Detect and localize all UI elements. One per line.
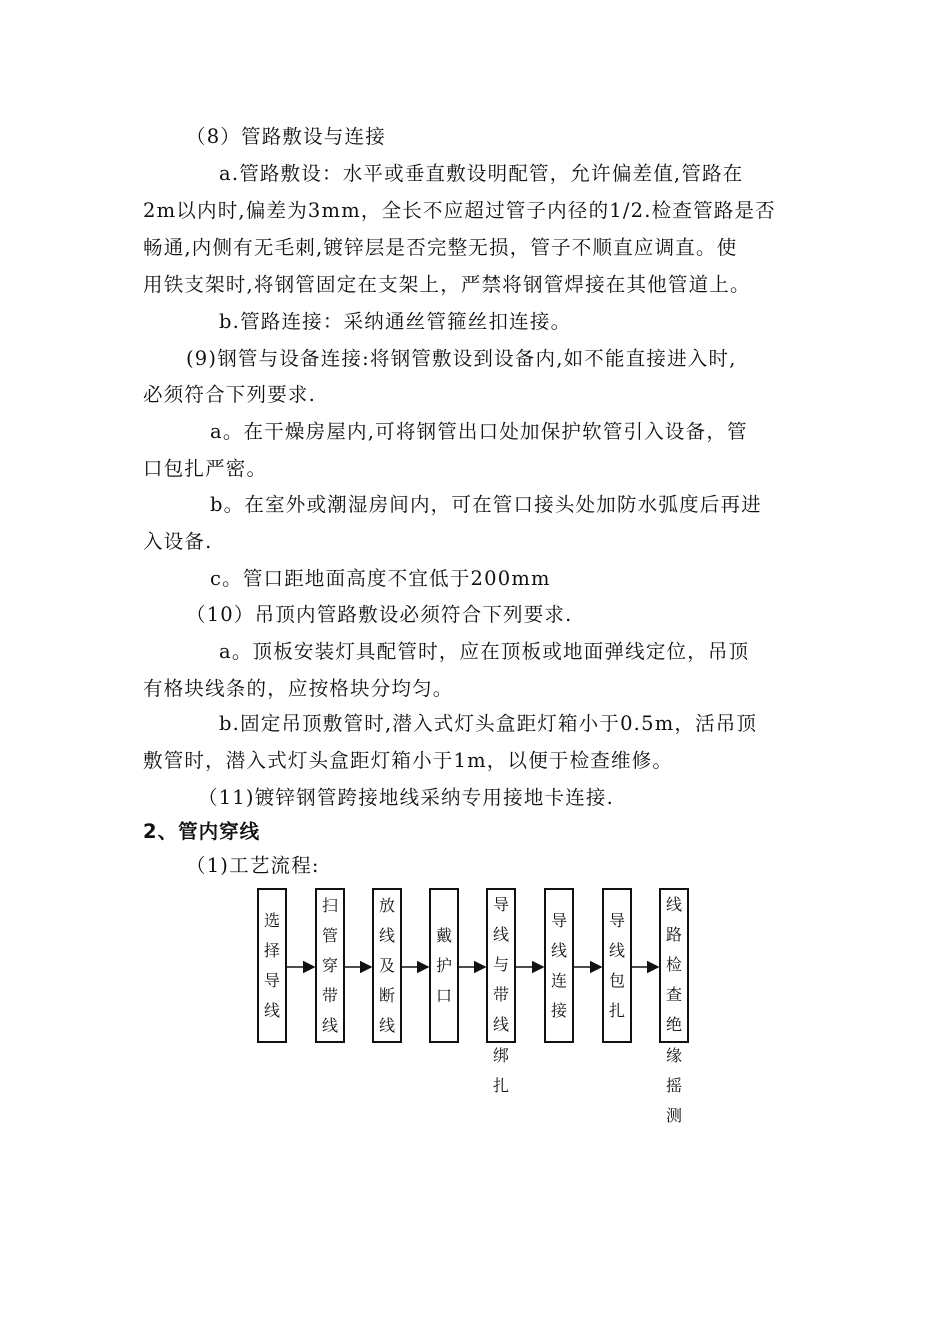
flow-step-char: 线 (492, 925, 509, 944)
flow-step-char: 选 (263, 910, 280, 930)
flow-step-char: 检 (665, 955, 682, 974)
paragraph-line-p9a: (9)钢管与设备连接:将钢管敷设到设备内,如不能直接进入时, (186, 347, 737, 370)
flow-step-char: 线 (378, 1015, 395, 1035)
flow-step-char: 扎 (608, 1000, 625, 1020)
flow-step-char: 绑 (492, 1046, 509, 1065)
paragraph-line-p9b2: 入设备. (143, 530, 213, 553)
flow-step-char: 与 (492, 955, 509, 974)
paragraph-line-p9b1: b。在室外或潮湿房间内，可在管口接头处加防水弧度后再进 (210, 493, 762, 516)
flow-step-char: 包 (608, 970, 625, 990)
paragraph-line-p10b2: 敷管时，潜入式灯头盒距灯箱小于1m，以便于检查维修。 (143, 749, 674, 772)
paragraph-line-p9a1: a。在干燥房屋内,可将钢管出口处加保护软管引入设备，管 (210, 420, 748, 443)
flow-step-char: 扎 (492, 1076, 509, 1095)
flow-step-box-3 (372, 888, 402, 1043)
flow-step-char: 线 (321, 1015, 338, 1035)
paragraph-line-p8a3: 畅通,内侧有无毛刺,镀锌层是否完整无损，管子不顺直应调直。使 (143, 236, 738, 259)
section-heading: 2、管内穿线 (143, 820, 261, 843)
flow-step-char: 线 (378, 925, 395, 945)
paragraph-line-p10a1: a。顶板安装灯具配管时，应在顶板或地面弹线定位，吊顶 (219, 640, 750, 663)
flow-step-char: 及 (378, 955, 395, 975)
paragraph-line-p8a2: 2m以内时,偏差为3mm，全长不应超过管子内径的1/2.检查管路是否 (143, 199, 776, 222)
flow-step-box-6 (544, 888, 574, 1043)
flow-step-char: 线 (263, 1000, 280, 1020)
flow-step-box-5 (486, 888, 516, 1043)
flow-step-char: 导 (550, 910, 567, 930)
flow-step-char: 摇 (665, 1076, 682, 1095)
flow-step-char: 放 (378, 895, 395, 915)
paragraph-line-p8b: b.管路连接：采纳通丝管箍丝扣连接。 (219, 310, 572, 333)
flow-step-box-4 (429, 888, 459, 1043)
paragraph-line-p11: （11)镀锌钢管跨接地线采纳专用接地卡连接. (198, 786, 615, 809)
flow-step-char: 导 (492, 895, 509, 914)
flow-step-overflow-5 (486, 1047, 516, 1107)
paragraph-line-p10: （10）吊顶内管路敷设必须符合下列要求. (186, 603, 573, 626)
flow-step-char: 带 (492, 985, 509, 1004)
flow-step-char: 绝 (665, 1015, 682, 1034)
flow-step-char: 线 (608, 940, 625, 960)
flow-label: （1)工艺流程: (186, 854, 320, 877)
paragraph-line-p10b1: b.固定吊顶敷管时,潜入式灯头盒距灯箱小于0.5m，活吊顶 (219, 712, 758, 735)
paragraph-line-p8a1: a.管路敷设：水平或垂直敷设明配管，允许偏差值,管路在 (219, 162, 744, 185)
flow-step-char: 带 (321, 985, 338, 1005)
flow-step-char: 测 (665, 1106, 682, 1125)
flow-step-box-7 (602, 888, 632, 1043)
flow-step-char: 导 (263, 970, 280, 990)
paragraph-line-p9b: 必须符合下列要求. (143, 383, 316, 406)
flow-step-char: 缘 (665, 1046, 682, 1065)
flow-step-box-1 (257, 888, 287, 1043)
flow-step-char: 连 (550, 970, 567, 990)
flow-step-box-8 (659, 888, 689, 1043)
flow-step-char: 管 (321, 925, 338, 945)
flow-step-box-2 (315, 888, 345, 1043)
flow-step-char: 口 (435, 985, 452, 1005)
flow-step-char: 路 (665, 925, 682, 944)
flow-step-char: 线 (550, 940, 567, 960)
flow-step-char: 查 (665, 985, 682, 1004)
paragraph-line-p9a2: 口包扎严密。 (143, 457, 268, 480)
flow-step-char: 护 (435, 955, 452, 975)
flow-step-char: 线 (665, 895, 682, 914)
flow-step-char: 穿 (321, 955, 338, 975)
flow-step-char: 断 (378, 985, 395, 1005)
paragraph-line-p8: （8）管路敷设与连接 (186, 125, 386, 148)
paragraph-line-p9c: c。管口距地面高度不宜低于200mm (210, 567, 551, 590)
flow-step-overflow-8 (659, 1047, 689, 1137)
flow-step-char: 扫 (321, 895, 338, 915)
paragraph-line-p10a2: 有格块线条的，应按格块分均匀。 (143, 677, 454, 700)
paragraph-line-p8a4: 用铁支架时,将钢管固定在支架上，严禁将钢管焊接在其他管道上。 (143, 273, 751, 296)
flow-step-char: 戴 (435, 925, 452, 945)
flow-step-char: 线 (492, 1015, 509, 1034)
flow-step-char: 接 (550, 1000, 567, 1020)
flow-step-char: 导 (608, 910, 625, 930)
flow-step-char: 择 (263, 940, 280, 960)
